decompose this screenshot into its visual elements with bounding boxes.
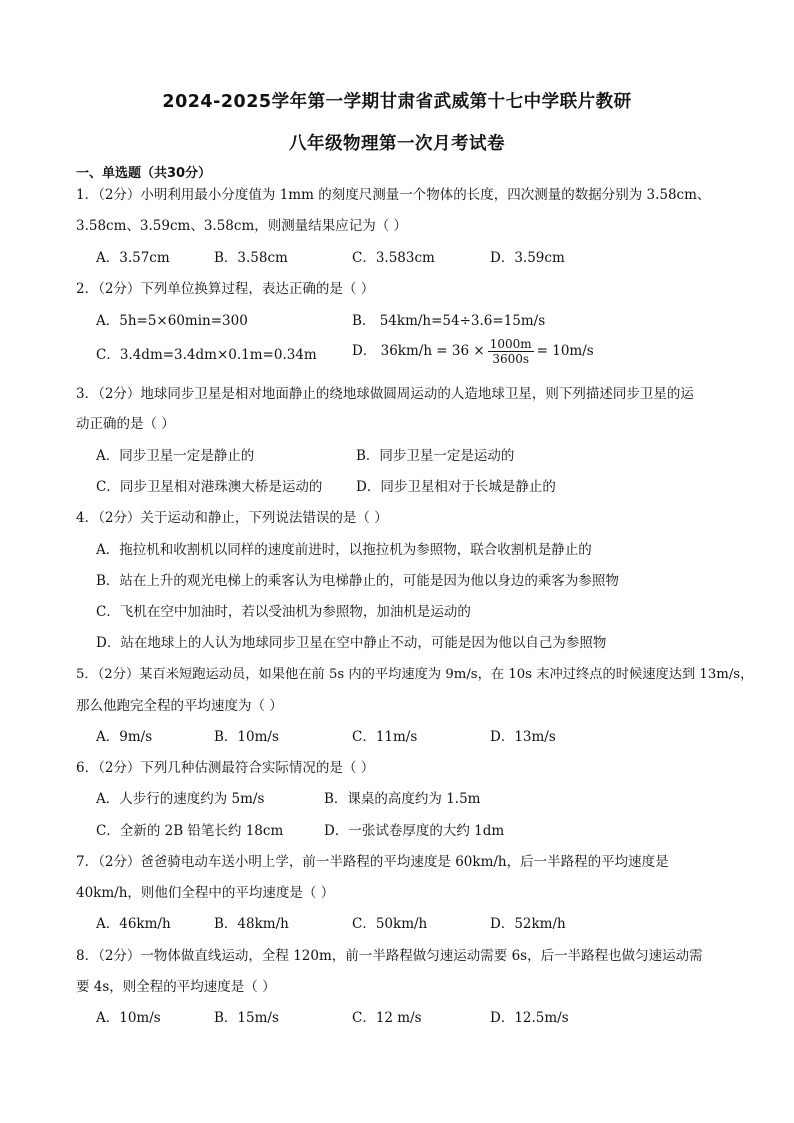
- question-stem-cont: 那么他跑完全程的平均速度为（ ）: [76, 698, 283, 714]
- exam-title-line1: 2024-2025学年第一学期甘肃省武威第十七中学联片教研: [162, 92, 632, 112]
- option-b: B．站在上升的观光电梯上的乘客认为电梯静止的，可能是因为他以身边的乘客为参照物: [96, 573, 619, 589]
- option-d: D．52km/h: [490, 916, 566, 932]
- fraction: [488, 337, 534, 366]
- question-stem: 6．（2分）下列几种估测最符合实际情况的是（ ）: [76, 760, 375, 776]
- option-d-prefix: D． 36km/h = 36 ×: [352, 343, 485, 359]
- option-a: A．拖拉机和收割机以同样的速度前进时，以拖拉机为参照物，联合收割机是静止的: [96, 542, 592, 558]
- option-b: B． 54km/h=54÷3.6=15m/s: [352, 313, 546, 329]
- question-stem: 7．（2分）爸爸骑电动车送小明上学，前一半路程的平均速度是 60km/h，后一半路程的平均速度是: [76, 854, 669, 870]
- option-b: B．15m/s: [214, 1010, 279, 1026]
- option-a: A．46km/h: [96, 916, 171, 932]
- option-d: D．12.5m/s: [490, 1010, 569, 1026]
- option-a: A．10m/s: [96, 1010, 161, 1026]
- option-b: B．48km/h: [214, 916, 289, 932]
- question-stem: 3．（2分）地球同步卫星是相对地面静止的绕地球做圆周运动的人造地球卫星，则下列描述同步卫星的运: [76, 386, 694, 402]
- option-d: D．站在地球上的人认为地球同步卫星在空中静止不动，可能是因为他以自己为参照物: [96, 635, 607, 651]
- question-stem: 2．（2分）下列单位换算过程，表达正确的是（ ）: [76, 281, 375, 297]
- option-a: A．3.57cm: [96, 250, 170, 266]
- option-c: C．飞机在空中加油时，若以受油机为参照物，加油机是运动的: [96, 604, 471, 620]
- exam-title-line2: 八年级物理第一次月考试卷: [289, 134, 505, 154]
- question-stem-cont: 动正确的是（ ）: [76, 416, 175, 432]
- option-c: C．同步卫星相对港珠澳大桥是运动的: [96, 479, 323, 495]
- option-c: C．3.583cm: [352, 250, 435, 266]
- fraction-numerator: 1000m: [489, 337, 532, 351]
- question-stem-cont: 40km/h，则他们全程中的平均速度是（ ）: [76, 885, 335, 901]
- option-b: B．同步卫星一定是运动的: [356, 448, 515, 464]
- option-b: B．3.58cm: [214, 250, 288, 266]
- option-d: D．13m/s: [490, 729, 556, 745]
- option-b: B．课桌的高度约为 1.5m: [324, 791, 481, 807]
- question-stem-cont: 要 4s，则全程的平均速度是（ ）: [76, 979, 276, 995]
- option-a: A．9m/s: [96, 729, 153, 745]
- option-c: C．11m/s: [352, 729, 418, 745]
- question-stem: 4．（2分）关于运动和静止，下列说法错误的是（ ）: [76, 510, 388, 526]
- option-a: A．5h=5×60min=300: [96, 313, 248, 329]
- option-c: C．3.4dm=3.4dm×0.1m=0.34m: [96, 347, 317, 363]
- option-c: C．全新的 2B 铅笔长约 18cm: [96, 823, 284, 839]
- option-d: D．一张试卷厚度的大约 1dm: [324, 823, 505, 839]
- option-a: A．人步行的速度约为 5m/s: [96, 791, 265, 807]
- option-c: C．12 m/s: [352, 1010, 422, 1026]
- option-c: C．50km/h: [352, 916, 428, 932]
- section-heading-single-choice: 一、单选题（共30分）: [76, 166, 212, 181]
- question-stem: 8．（2分）一物体做直线运动，全程 120m，前一半路程做匀速运动需要 6s，后一半路程也做匀速运动需: [76, 948, 703, 964]
- option-d: [352, 337, 594, 366]
- option-a: A．同步卫星一定是静止的: [96, 448, 255, 464]
- question-stem-cont: 3.58cm、3.59cm、3.58cm，则测量结果应记为（ ）: [76, 218, 408, 234]
- option-d: D．3.59cm: [490, 250, 565, 266]
- fraction-denominator: 3600s: [492, 352, 530, 366]
- option-d: D．同步卫星相对于长城是静止的: [356, 479, 556, 495]
- question-stem: 1．（2分）小明利用最小分度值为 1mm 的刻度尺测量一个物体的长度，四次测量的数据分别为 3.58cm、: [76, 187, 711, 203]
- option-d-suffix: = 10m/s: [536, 343, 594, 359]
- option-b: B．10m/s: [214, 729, 279, 745]
- question-stem: 5．（2分）某百米短跑运动员，如果他在前 5s 内的平均速度为 9m/s，在 10s 末冲过终点的时候速度达到 13m/s，: [76, 667, 754, 682]
